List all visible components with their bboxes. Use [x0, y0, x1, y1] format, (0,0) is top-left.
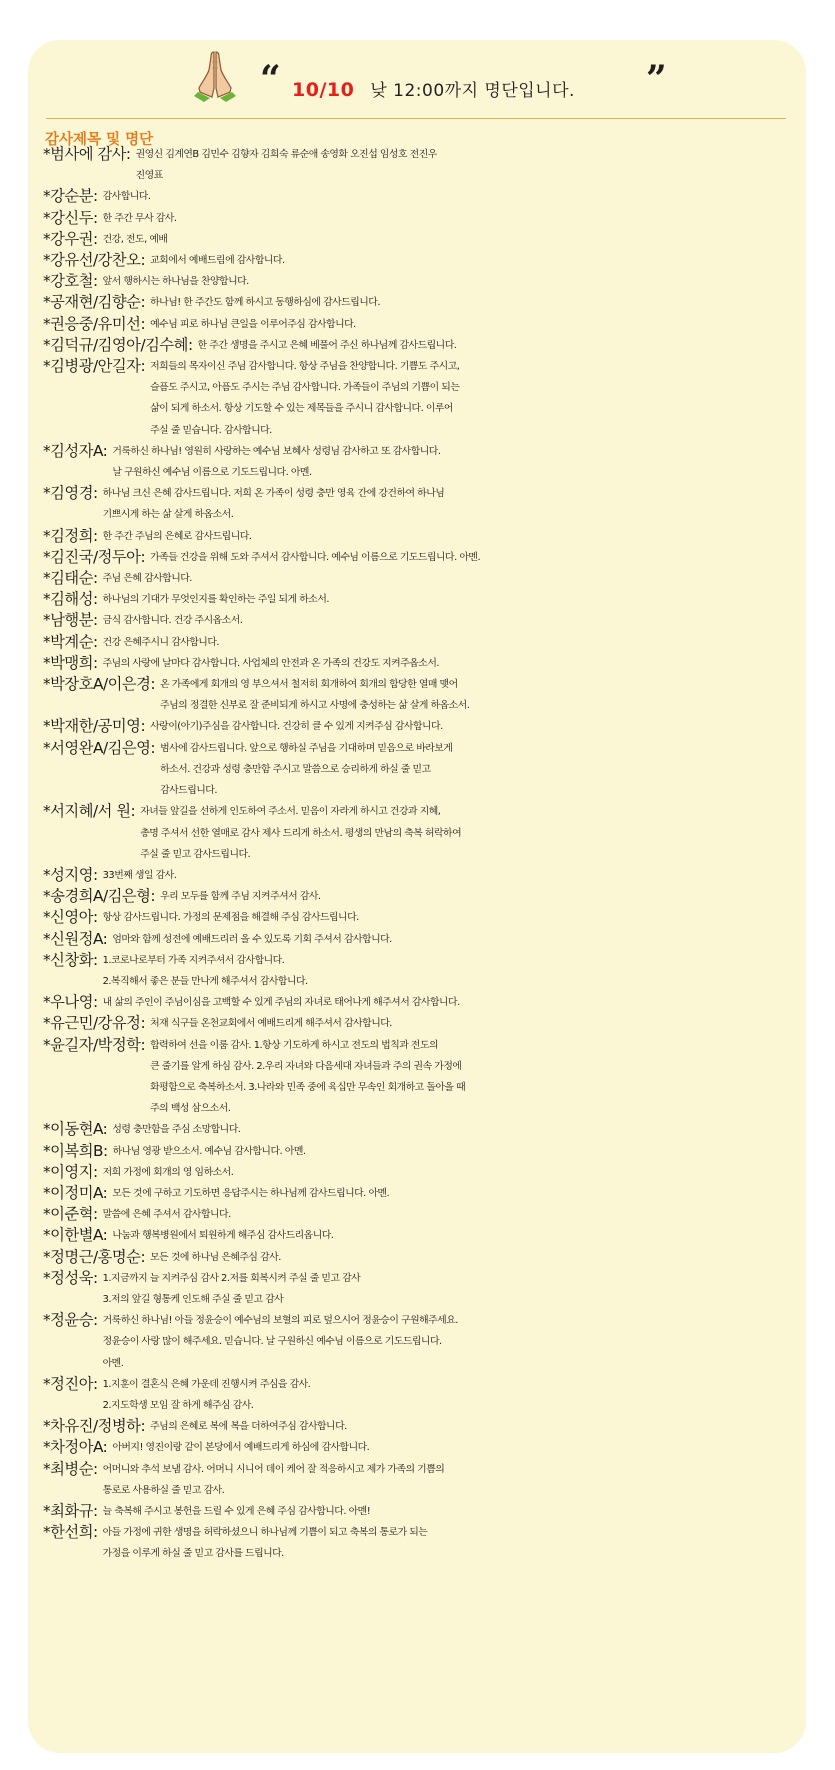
notice-card: [28, 40, 806, 1753]
entry-line: 1.지훈이 결혼식 은혜 가운데 진행시켜 주심을 감사.: [102, 1378, 311, 1390]
entry-line: 2.복직해서 좋은 분들 만나게 해주셔서 감사합니다.: [102, 975, 308, 987]
entry-line: 1.지금까지 늘 지켜주심 감사 2.저를 회복시켜 주실 줄 믿고 감사: [102, 1272, 361, 1284]
headline: [292, 76, 575, 101]
entry-line: 삶이 되게 하소서. 항상 기도할 수 있는 제목들을 주시니 감사합니다. 이루어: [150, 403, 453, 415]
list-item: [43, 1035, 803, 1120]
entry-line: 주의 백성 삼으소서.: [150, 1103, 231, 1115]
entry-names: *성지영:: [43, 865, 98, 884]
entry-names: *공재현/김향순:: [43, 293, 146, 312]
entry-text: [131, 144, 803, 186]
list-item: [43, 1374, 803, 1416]
entry-text: [107, 1119, 803, 1140]
entry-line: 감사드립니다.: [160, 785, 217, 797]
entry-text: [98, 229, 803, 250]
entry-line: 교회에서 예배드림에 감사합니다.: [150, 255, 285, 267]
entry-names: *정명근/홍명순:: [43, 1247, 146, 1266]
entry-text: [98, 208, 803, 229]
entry-names: *김진국/정두아:: [43, 547, 146, 566]
list-item: [43, 1310, 803, 1374]
entry-line: 범사에 감사드립니다. 앞으로 행하실 주님을 기대하며 믿음으로 바라보게: [160, 742, 453, 754]
entry-line: 가정을 이루게 하실 줄 믿고 감사를 드립니다.: [102, 1548, 284, 1560]
entry-line: 2.지도학생 모임 잘 하게 해주심 감사.: [102, 1399, 254, 1411]
entry-names: *서지혜/서 원:: [43, 802, 136, 821]
list-item: [43, 738, 803, 802]
entry-line: 하나님 크신 은혜 감사드립니다. 저희 온 가족이 성령 충만 영육 간에 강건하여 하나님: [102, 488, 445, 500]
entry-line: 자녀들 앞길을 선하게 인도하여 주소서. 믿음이 자라게 하시고 건강과 지혜,: [140, 806, 441, 818]
entry-text: [145, 292, 803, 313]
entry-line: 온 가족에게 회개의 영 부으셔서 철저히 회개하여 회개의 합당한 열매 맺어: [160, 679, 458, 691]
list-item: [43, 335, 803, 356]
entry-names: *김병광/안길자:: [43, 357, 146, 376]
entry-line: 한 주간 주님의 은혜로 감사드립니다.: [102, 530, 252, 542]
entry-line: 하소서. 건강과 성령 충만함 주시고 말씀으로 승리하게 하실 줄 믿고: [160, 763, 431, 775]
divider: [46, 118, 786, 119]
entry-names: *이한별A:: [43, 1226, 108, 1245]
list-item: [43, 483, 803, 525]
entry-line: 성령 충만함을 주심 소망합니다.: [112, 1124, 241, 1136]
entry-line: 3.저의 앞길 형통케 인도해 주실 줄 믿고 감사: [102, 1293, 284, 1305]
list-item: [43, 229, 803, 250]
list-item: [43, 1501, 803, 1522]
entry-text: [107, 1183, 803, 1204]
list-item: [43, 632, 803, 653]
entry-line: 항상 감사드립니다. 가정의 문제점을 해결해 주심 감사드립니다.: [102, 912, 359, 924]
entry-line: 아멘.: [102, 1357, 124, 1369]
entry-text: [145, 1013, 803, 1034]
list-item: [43, 250, 803, 271]
entry-line: 나눔과 행복병원에서 퇴원하게 해주심 감사드리옵니다.: [112, 1230, 334, 1242]
entry-text: [98, 610, 803, 631]
entry-names: *유근민/강유정:: [43, 1014, 146, 1033]
close-quote: ”: [646, 58, 667, 100]
entry-text: [145, 1416, 803, 1437]
list-item: [43, 441, 803, 483]
entry-text: [107, 929, 803, 950]
entry-text: [155, 738, 803, 802]
list-item: [43, 610, 803, 631]
entry-names: *김해성:: [43, 590, 98, 609]
entry-text: [98, 526, 803, 547]
entry-names: *박재한/공미영:: [43, 717, 146, 736]
entry-text: [98, 907, 803, 928]
list-item: [43, 801, 803, 865]
entry-names: *김태순:: [43, 569, 98, 588]
list-item: [43, 1268, 803, 1310]
entry-line: 늘 축복해 주시고 봉헌을 드릴 수 있게 은혜 주심 감사합니다. 아멘!: [102, 1506, 371, 1517]
entry-line: 모든 것에 구하고 기도하면 응답주시는 하나님께 감사드립니다. 아멘.: [112, 1187, 390, 1199]
entry-text: [155, 886, 803, 907]
entry-names: *이동현A:: [43, 1120, 108, 1139]
list-item: [43, 992, 803, 1013]
list-item: [43, 865, 803, 886]
list-item: [43, 186, 803, 207]
entry-text: [98, 632, 803, 653]
entry-line: 내 삶의 주인이 주님이심을 고백할 수 있게 주님의 자녀로 태어나게 해주셔서 감사합니다.: [102, 997, 460, 1009]
entry-text: [145, 547, 803, 568]
entry-text: [98, 186, 803, 207]
entry-line: 권영신 김계연B 김민수 김향자 김희숙 류순애 송영화 오진섭 임성호 전진우: [135, 149, 437, 160]
section-title: 감사제목 및 명단: [45, 132, 154, 148]
entry-names: *신창화:: [43, 950, 98, 969]
entry-names: *박계순:: [43, 632, 98, 651]
list-item: [43, 886, 803, 907]
entry-line: 33번째 생일 감사.: [102, 869, 177, 881]
entry-text: [145, 250, 803, 271]
entry-line: 사랑이(아기)주심을 감사합니다. 건강히 클 수 있게 지켜주심 감사합니다.: [150, 721, 443, 733]
entry-text: [145, 716, 803, 737]
entry-names: *박맹희:: [43, 653, 98, 672]
entry-text: [145, 356, 803, 441]
entry-names: *윤길자/박정학:: [43, 1035, 146, 1054]
entry-line: 아들 가정에 귀한 생명을 허락하셨으니 하나님께 기쁨이 되고 축복의 통로가 되는: [102, 1527, 428, 1539]
entry-line: 저희 가정에 회개의 영 임하소서.: [102, 1166, 234, 1178]
list-item: [43, 271, 803, 292]
entry-line: 주님의 정결한 신부로 잘 준비되게 하시고 사명에 충성하는 삶 살게 하옵소서.: [160, 700, 470, 712]
entry-line: 큰 줄기를 알게 하심 감사. 2.우리 자녀와 다음세대 자녀들과 주의 권속 가정에: [150, 1060, 462, 1072]
list-item: [43, 1162, 803, 1183]
entry-names: *김성자A:: [43, 441, 108, 460]
entry-line: 화평함으로 축복하소서. 3.나라와 민족 중에 육십만 무속인 회개하고 돌아올 때: [150, 1081, 466, 1093]
entry-text: [193, 335, 803, 356]
list-item: [43, 589, 803, 610]
list-item: [43, 526, 803, 547]
list-item: [43, 1013, 803, 1034]
entry-text: [135, 801, 803, 865]
praying-hands-icon: [190, 48, 240, 102]
entry-line: 우리 모두를 함께 주님 지켜주셔서 감사.: [160, 891, 321, 903]
list-item: [43, 674, 803, 716]
entry-line: 합력하여 선을 이룸 감사. 1.항상 기도하게 하시고 전도의 법칙과 전도의: [150, 1039, 439, 1051]
entry-line: 저희들의 목자이신 주님 감사합니다. 항상 주님을 찬양합니다. 기쁨도 주시고,: [150, 361, 460, 373]
entry-text: [98, 1522, 803, 1564]
list-item: [43, 1119, 803, 1140]
entry-names: *강유선/강찬오:: [43, 251, 146, 270]
entry-names: *정윤승:: [43, 1311, 98, 1330]
entry-names: *강우권:: [43, 229, 98, 248]
entry-line: 건강, 전도, 예배: [102, 233, 168, 245]
entry-line: 앞서 행하시는 하나님을 찬양합니다.: [102, 276, 249, 288]
list-item: [43, 653, 803, 674]
entry-line: 진영표: [135, 170, 163, 182]
entry-line: 주님 은혜 감사합니다.: [102, 573, 192, 585]
entry-names: *신영아:: [43, 908, 98, 927]
entry-text: [98, 1162, 803, 1183]
entry-text: [98, 483, 803, 525]
list-item: [43, 716, 803, 737]
entry-text: [155, 674, 803, 716]
list-item: [43, 1204, 803, 1225]
entry-names: *범사에 감사:: [43, 145, 131, 163]
entry-line: 말씀에 은혜 주셔서 감사합니다.: [102, 1209, 231, 1221]
entry-line: 건강 은혜주시니 감사합니다.: [102, 636, 220, 648]
entry-names: *김영경:: [43, 484, 98, 503]
entry-text: [98, 271, 803, 292]
entry-names: *우나영:: [43, 993, 98, 1012]
entry-line: 처재 식구들 온천교회에서 예배드리게 해주셔서 감사합니다.: [150, 1018, 392, 1030]
entry-names: *이영지:: [43, 1162, 98, 1181]
entry-line: 아버지! 영진이랑 같이 본당에서 예배드리게 하심에 감사합니다.: [112, 1442, 370, 1454]
entry-names: *신원정A:: [43, 929, 108, 948]
list-item: [43, 1225, 803, 1246]
list-item: [43, 356, 803, 441]
list-item: [43, 1141, 803, 1162]
list-item: [43, 1416, 803, 1437]
entry-names: *권응중/유미선:: [43, 314, 146, 333]
entry-line: 하나님의 기대가 무엇인지를 확인하는 주일 되게 하소서.: [102, 594, 330, 606]
entry-text: [98, 1374, 803, 1416]
entry-text: [98, 1459, 803, 1501]
entry-line: 한 주간 무사 감사.: [102, 212, 177, 224]
entry-line: 날 구원하신 예수님 이름으로 기도드립니다. 아멘.: [112, 467, 312, 479]
entry-names: *최병순:: [43, 1459, 98, 1478]
entry-text: [98, 1310, 803, 1374]
entry-line: 하나님! 한 주간도 함께 하시고 동행하심에 감사드립니다.: [150, 297, 380, 309]
entry-names: *강순분:: [43, 187, 98, 206]
entry-text: [98, 950, 803, 992]
list-item: [43, 1247, 803, 1268]
list-item: [43, 950, 803, 992]
list-item: [43, 144, 803, 186]
list-item: [43, 1437, 803, 1458]
entry-text: [98, 865, 803, 886]
entry-text: [145, 1247, 803, 1268]
entry-names: *박장호A/이은경:: [43, 675, 156, 694]
entry-text: [98, 1204, 803, 1225]
entry-text: [107, 441, 803, 483]
list-item: [43, 292, 803, 313]
entry-names: *이준혁:: [43, 1205, 98, 1224]
entry-line: 예수님 피로 하나님 큰일을 이루어주심 감사합니다.: [150, 318, 356, 330]
entry-line: 1.코로나로부터 가족 지켜주셔서 감사합니다.: [102, 954, 285, 966]
entry-line: 주님의 사랑에 날마다 감사합니다. 사업체의 안전과 온 가족의 건강도 지켜주옵소서.: [102, 657, 440, 669]
entry-names: *김정희:: [43, 526, 98, 545]
entry-line: 거룩하신 하나님! 영원히 사랑하는 예수님 보혜사 성령님 감사하고 또 감사합니다.: [112, 445, 441, 457]
entry-names: *강호철:: [43, 272, 98, 291]
entry-text: [145, 1035, 803, 1120]
entry-line: 주실 줄 믿고 감사드립니다.: [140, 848, 251, 860]
entry-names: *이복희B:: [43, 1141, 108, 1160]
entry-names: *서영완A/김은영:: [43, 738, 156, 757]
list-item: [43, 907, 803, 928]
list-item: [43, 1183, 803, 1204]
entry-line: 엄마와 함께 성전에 예배드리러 올 수 있도록 기회 주셔서 감사합니다.: [112, 933, 392, 945]
entry-text: [108, 1141, 803, 1162]
entry-text: [98, 992, 803, 1013]
entry-names: *남행분:: [43, 611, 98, 630]
headline-date: 10/10: [292, 79, 355, 101]
entry-text: [145, 314, 803, 335]
list-item: [43, 568, 803, 589]
entry-names: *한선희:: [43, 1523, 98, 1542]
entry-line: 거룩하신 하나님! 아들 정윤승이 예수님의 보혈의 피로 덮으시어 정윤승이 구원해주세요.: [102, 1315, 458, 1327]
entry-line: 하나님 영광 받으소서. 예수님 감사합니다. 아멘.: [112, 1145, 306, 1157]
entry-text: [98, 589, 803, 610]
entry-names: *차정아A:: [43, 1438, 108, 1457]
entry-line: 정윤승이 사랑 많이 해주세요. 믿습니다. 날 구원하신 예수님 이름으로 기도드립니다.: [102, 1336, 442, 1348]
entry-names: *김덕규/김영아/김수혜:: [43, 335, 193, 354]
entry-names: *정진아:: [43, 1374, 98, 1393]
entry-text: [98, 1501, 803, 1522]
entry-text: [98, 1268, 803, 1310]
list-item: [43, 208, 803, 229]
entry-names: *이정미A:: [43, 1183, 108, 1202]
open-quote: “: [260, 58, 281, 100]
list-item: [43, 314, 803, 335]
entry-line: 주실 줄 믿습니다. 감사합니다.: [150, 424, 272, 436]
entry-line: 통로로 사용하실 줄 믿고 감사.: [102, 1484, 225, 1496]
entry-text: [107, 1225, 803, 1246]
headline-text: 낮 12:00까지 명단입니다.: [370, 81, 575, 101]
list-item: [43, 1522, 803, 1564]
entry-line: 모든 것에 하나님 은혜주심 감사.: [150, 1251, 281, 1263]
entry-line: 슬픔도 주시고, 아픔도 주시는 주님 감사합니다. 가족들이 주님의 기쁨이 되는: [150, 382, 460, 394]
entry-line: 감사합니다.: [102, 191, 151, 203]
entry-line: 금식 감사합니다. 건강 주시옵소서.: [102, 615, 243, 627]
entry-line: 한 주간 생명을 주시고 은혜 베풀어 주신 하나님께 감사드립니다.: [197, 339, 457, 351]
entry-line: 어머니와 추석 보냄 감사. 어머니 시니어 데이 케어 잘 적응하시고 제가 가족의 기쁨의: [102, 1463, 445, 1475]
entry-line: 가족들 건강을 위해 도와 주셔서 감사합니다. 예수님 이름으로 기도드립니다. 아멘.: [150, 551, 481, 563]
entry-names: *강신두:: [43, 208, 98, 227]
entry-line: 기쁘시게 하는 삶 살게 하옵소서.: [102, 509, 234, 521]
list-item: [43, 929, 803, 950]
entry-text: [98, 568, 803, 589]
entry-text: [98, 653, 803, 674]
entries-list: [43, 144, 803, 1565]
list-item: [43, 1459, 803, 1501]
entry-text: [107, 1437, 803, 1458]
entry-names: *송경희A/김은형:: [43, 887, 156, 906]
entry-names: *최화규:: [43, 1502, 98, 1520]
entry-line: 주님의 은혜로 복에 복을 더하여주심 감사합니다.: [150, 1421, 347, 1433]
entry-names: *차유진/정병하:: [43, 1417, 146, 1436]
list-item: [43, 547, 803, 568]
entry-names: *정성욱:: [43, 1268, 98, 1287]
entry-line: 총명 주셔서 선한 열매로 감사 제사 드리게 하소서. 평생의 만남의 축복 허락하여: [140, 827, 462, 839]
